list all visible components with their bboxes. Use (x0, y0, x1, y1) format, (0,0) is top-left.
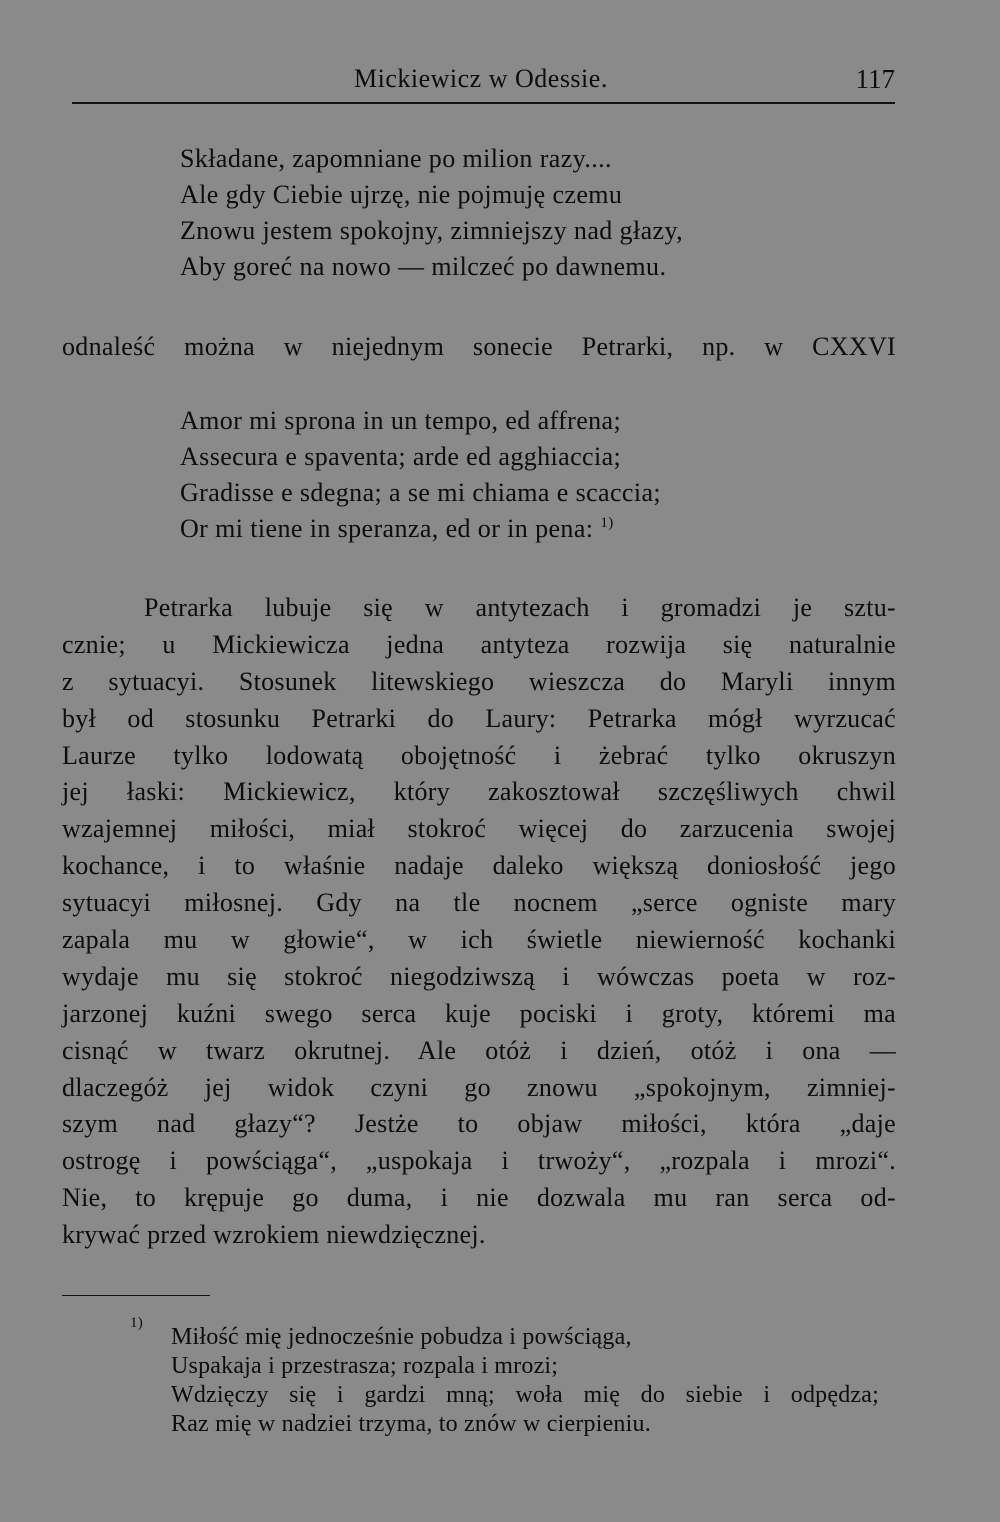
verse-line: Ale gdy Ciebie ujrzę, nie pojmuję czemu (180, 180, 623, 209)
text-line: Nie, to krępuje go duma, i nie dozwala mu ran serca od- (62, 1183, 896, 1213)
text-line: szym nad głazy“? Jestże to objaw miłości, która „daje (62, 1109, 896, 1139)
footnote-reference[interactable]: 1) (600, 515, 614, 531)
running-head: Mickiewicz w Odessie. (354, 64, 608, 93)
footnote-line (130, 1352, 879, 1381)
page-number: 117 (855, 64, 895, 94)
footnote-line: 1) Miłość mię jednocześnie pobudza i powściąga, (130, 1315, 632, 1350)
text-line: jarzonej kuźni swego serca kuje pociski i groty, któremi ma (62, 998, 896, 1028)
verse-line-text: Or mi tiene in speranza, ed or in pena: (180, 514, 594, 543)
text-line: kochance, i to właśnie nadaje daleko większą doniosłość jego (62, 851, 896, 881)
text-line: jej łaski: Mickiewicz, który zakosztował szczęśliwych chwil (62, 777, 896, 807)
footnote (130, 1315, 879, 1439)
verse-quote-petrarca (180, 403, 661, 547)
footnote-text: Uspakaja i przestrasza; rozpala i mrozi; (171, 1353, 559, 1379)
text-line: sytuacyi miłosnej. Gdy na tle nocnem „serce ogniste mary (62, 888, 896, 918)
verse-line: Gradisse e sdegna; a se mi chiama e scaccia; (180, 478, 662, 507)
text-line: zapala mu w głowie“, w ich świetle niewierność kochanki (62, 925, 896, 955)
footnote-separator (62, 1295, 210, 1296)
text-line: wzajemnej miłości, miał stokroć więcej do zarzucenia swojej (62, 814, 896, 844)
footnote-line (130, 1410, 879, 1439)
body-paragraph (62, 590, 896, 1254)
text-line: Petrarka lubuje się w antytezach i gromadzi je sztu- (144, 593, 896, 622)
verse-quote-mickiewicz (180, 141, 683, 285)
verse-line: Amor mi sprona in un tempo, ed affrena; (180, 406, 622, 435)
verse-line (180, 511, 661, 547)
intro-paragraph (62, 329, 896, 366)
verse-line: Składane, zapomniane po milion razy.... (180, 144, 612, 173)
footnote-line (130, 1381, 879, 1410)
text-line: wydaje mu się stokroć niegodziwszą i wówczas poeta w roz- (62, 961, 896, 991)
text-line: odnaleść można w niejednym sonecie Petrarki, np. w CXXVI (62, 332, 896, 361)
footnote-text: Raz mię w nadziei trzyma, to znów w cierpieniu. (171, 1411, 651, 1437)
footnote-text: Miłość mię jednocześnie pobudza i powściąga, (171, 1324, 632, 1350)
text-line: Laurze tylko lodowatą obojętność i żebrać tylko okruszyn (62, 740, 896, 770)
verse-line: Assecura e spaventa; arde ed agghiaccia; (180, 442, 622, 471)
text-line: z sytuacyi. Stosunek litewskiego wieszcza do Maryli innym (62, 666, 896, 696)
text-line: był od stosunku Petrarki do Laury: Petrarka mógł wyrzucać (62, 703, 896, 733)
text-line: cisnąć w twarz okrutnej. Ale otóż i dzień, otóż i ona — (62, 1035, 896, 1065)
verse-line: Aby goreć na nowo — milczeć po dawnemu. (180, 252, 667, 281)
page-header (72, 62, 895, 104)
verse-line: Znowu jestem spokojny, zimniejszy nad głazy, (180, 216, 684, 245)
footnote-text: Wdzięczy się i gardzi mną; woła mię do siebie i odpędza; (171, 1382, 879, 1408)
text-line: cznie; u Mickiewicza jedna antyteza rozwija się naturalnie (62, 629, 896, 659)
text-line: dlaczegóż jej widok czyni go znowu „spokojnym, zimniej- (62, 1072, 896, 1102)
text-line: ostrogę i powściąga“, „uspokaja i trwoży“, „rozpala i mrozi“. (62, 1146, 896, 1176)
text-line: krywać przed wzrokiem niewdzięcznej. (62, 1220, 486, 1250)
